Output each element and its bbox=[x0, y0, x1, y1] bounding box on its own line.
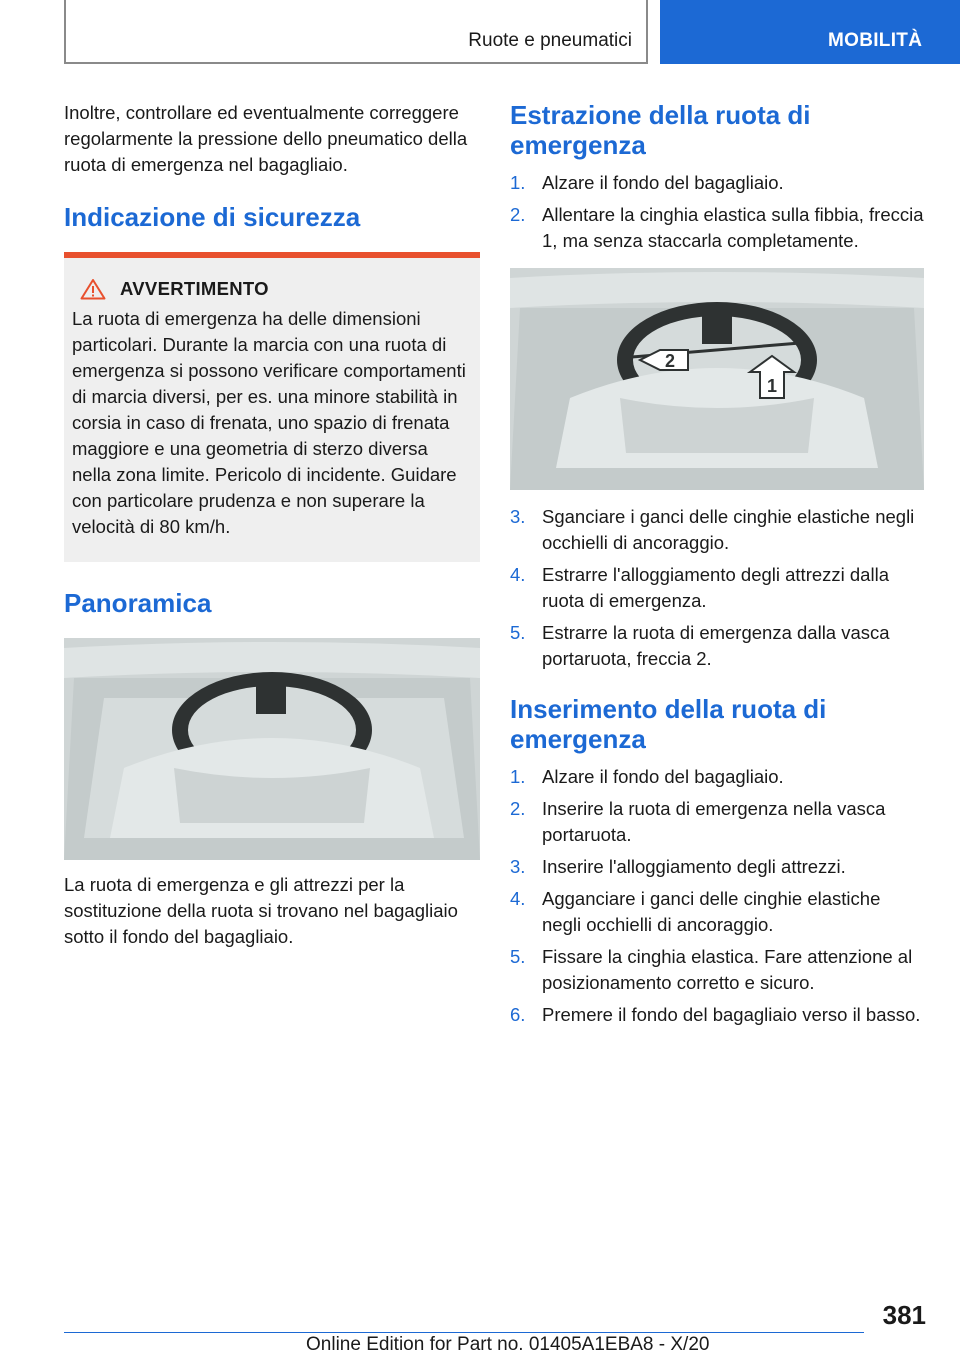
removal-figure bbox=[510, 268, 924, 490]
footer-divider bbox=[64, 1332, 864, 1333]
right-column bbox=[510, 100, 924, 1034]
list-item: 3. Inserire l'alloggiamento degli attrezzi. bbox=[510, 856, 846, 877]
list-item: 2. Inserire la ruota di emergenza nella vasca portaruota. bbox=[510, 798, 886, 845]
insert-steps bbox=[510, 764, 924, 1028]
warning-title-row bbox=[80, 276, 472, 302]
arrow-1-label: 1 bbox=[766, 376, 778, 396]
header-section-box bbox=[64, 0, 648, 64]
arrow-2-label: 2 bbox=[664, 351, 676, 371]
overview-heading: Panoramica bbox=[64, 588, 212, 618]
header-chapter-tab bbox=[660, 0, 960, 64]
warning-box bbox=[64, 252, 480, 562]
list-item: 4. Estrarre l'alloggiamento degli attrezzi dalla ruota di emergenza. bbox=[510, 564, 889, 611]
list-item: 1. Alzare il fondo del bagagliaio. bbox=[510, 766, 784, 787]
list-item: 5. Fissare la cinghia elastica. Fare attenzione al posizionamento corretto e sicuro. bbox=[510, 946, 913, 993]
list-item: 6. Premere il fondo del bagagliaio verso il basso. bbox=[510, 1004, 921, 1025]
header-chapter-title: MOBILITÀ bbox=[828, 30, 923, 51]
warning-title: AVVERTIMENTO bbox=[120, 278, 269, 299]
insert-heading: Inserimento della ruota di emergenza bbox=[510, 694, 827, 754]
footer-edition: Online Edition for Part no. 01405A1EBA8 - X/20 bbox=[306, 1334, 710, 1355]
overview-text: La ruota di emergenza e gli attrezzi per la sostituzione della ruota si trovano nel bagagliaio sotto il fondo del bagagliaio. bbox=[64, 874, 458, 947]
list-item: 1. Alzare il fondo del bagagliaio. bbox=[510, 172, 784, 193]
page-number: 381 bbox=[882, 1300, 926, 1330]
list-item: 4. Agganciare i ganci delle cinghie elastiche negli occhielli di ancoraggio. bbox=[510, 888, 881, 935]
safety-heading: Indicazione di sicurezza bbox=[64, 202, 361, 232]
list-item: 5. Estrarre la ruota di emergenza dalla vasca portaruota, freccia 2. bbox=[510, 622, 890, 669]
warning-body: La ruota di emergenza ha delle dimensioni particolari. Durante la marcia con una ruota di emergenza si possono verificare comportamenti di marcia diversi, per es. una minore stabilità in corsia in caso di frenata, uno spazio di frenata maggiore e una geometria di sterzo diversa nella zona limite. Pericolo di incidente. Guidare con particolare prudenza e non superare la velocità di 80 km/h. bbox=[72, 308, 466, 537]
removal-steps-b bbox=[510, 504, 924, 672]
header-section-title: Ruote e pneumatici bbox=[468, 30, 632, 51]
intro-paragraph: Inoltre, controllare ed eventualmente correggere regolarmente la pressione dello pneumatico della ruota di emergenza nel bagagliaio. bbox=[64, 102, 468, 175]
warning-triangle-icon bbox=[80, 278, 106, 300]
list-item: 3. Sganciare i ganci delle cinghie elastiche negli occhielli di ancoraggio. bbox=[510, 506, 915, 553]
left-column bbox=[64, 100, 480, 950]
list-item: 2. Allentare la cinghia elastica sulla fibbia, freccia 1, ma senza staccarla completamente. bbox=[510, 204, 924, 251]
removal-heading: Estrazione della ruota di emergenza bbox=[510, 100, 811, 160]
warning-bar bbox=[64, 252, 480, 258]
removal-steps-a bbox=[510, 170, 924, 254]
overview-figure bbox=[64, 638, 480, 860]
